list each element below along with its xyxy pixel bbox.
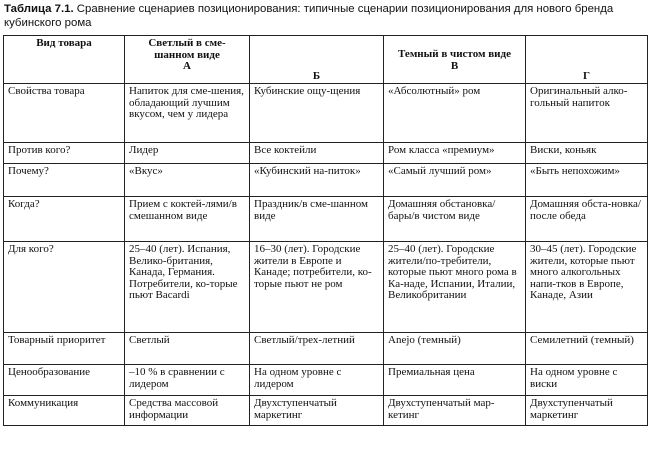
cell-a: «Вкус» [125, 164, 250, 197]
caption-text: Сравнение сценариев позиционирования: типичные сценарии позиционирования для нового бренда кубинского рома [4, 3, 614, 29]
header-group-light-mixed: Светлый в сме-шанном виде [148, 37, 226, 61]
cell-c: Двухступенчатый мар-кетинг [384, 396, 526, 426]
header-col-d [526, 36, 648, 84]
cell-a: Прием с коктей-лями/в смешанном виде [125, 197, 250, 242]
cell-b: На одном уровне с лидером [250, 365, 384, 396]
row-label: Ценообразование [4, 365, 125, 396]
table-caption [4, 2, 646, 30]
cell-d: Двухступенчатый маркетинг [526, 396, 648, 426]
cell-d: Оригинальный алко-гольный напиток [526, 84, 648, 143]
cell-b: Светлый/трех-летний [250, 333, 384, 365]
row-label: Товарный приоритет [4, 333, 125, 365]
cell-b: Двухступенчатый маркетинг [250, 396, 384, 426]
cell-d: «Быть непохожим» [526, 164, 648, 197]
cell-d: Домашняя обста-новка/после обеда [526, 197, 648, 242]
table-row [4, 197, 648, 242]
positioning-table [3, 35, 648, 426]
cell-a: Лидер [125, 143, 250, 164]
cell-c: Anejo (темный) [384, 333, 526, 365]
cell-d: На одном уровне с виски [526, 365, 648, 396]
cell-c: «Самый лучший ром» [384, 164, 526, 197]
cell-d: Семилетний (темный) [526, 333, 648, 365]
cell-a: –10 % в сравнении с лидером [125, 365, 250, 396]
cell-a: Средства массовой информации [125, 396, 250, 426]
cell-a: Светлый [125, 333, 250, 365]
row-label: Для кого? [4, 242, 125, 333]
table-row [4, 84, 648, 143]
caption-label: Таблица 7.1. [4, 3, 74, 15]
header-col-b [250, 36, 384, 84]
cell-c: Домашняя обстановка/ бары/в чистом виде [384, 197, 526, 242]
cell-b: 16–30 (лет). Городские жители в Европе и Канаде; потребители, ко-торые пьют не ром [250, 242, 384, 333]
cell-b: Кубинские ощу-щения [250, 84, 384, 143]
table-row [4, 164, 648, 197]
cell-b: Праздник/в сме-шанном виде [250, 197, 384, 242]
header-letter-a: А [183, 60, 191, 72]
header-group-dark-straight: Темный в чистом виде [398, 48, 511, 60]
table-row [4, 143, 648, 164]
cell-a: Напиток для сме-шения, обладающий лучшим вкусом, чем у лидера [125, 84, 250, 143]
row-label: Когда? [4, 197, 125, 242]
header-col-a [125, 36, 250, 84]
header-col-c [384, 36, 526, 84]
cell-b: «Кубинский на-питок» [250, 164, 384, 197]
cell-d: Виски, коньяк [526, 143, 648, 164]
cell-c: «Абсолютный» ром [384, 84, 526, 143]
row-label: Почему? [4, 164, 125, 197]
cell-c: Премиальная цена [384, 365, 526, 396]
table-row [4, 365, 648, 396]
row-label: Против кого? [4, 143, 125, 164]
row-label: Коммуникация [4, 396, 125, 426]
header-row [4, 36, 648, 84]
header-letter-c: В [450, 59, 459, 72]
table-row [4, 396, 648, 426]
cell-c: 25–40 (лет). Городские жители/по-требители, которые пьют много рома в Ка-наде, Испании, Италии, Великобритании [384, 242, 526, 333]
cell-b: Все коктейли [250, 143, 384, 164]
header-letter-d: Г [583, 69, 590, 82]
cell-d: 30–45 (лет). Городские жители, которые пьют много алкогольных напи-тков в Европе, Канаде, Азии [526, 242, 648, 333]
cell-a: 25–40 (лет). Испания, Велико-британия, Канада, Германия. Потребители, ко-торые пьют Bacardi [125, 242, 250, 333]
table-row [4, 242, 648, 333]
cell-c: Ром класса «премиум» [384, 143, 526, 164]
header-letter-b: Б [312, 69, 321, 82]
table-row [4, 333, 648, 365]
row-label: Свойства товара [4, 84, 125, 143]
header-product-type: Вид товара [4, 36, 125, 84]
